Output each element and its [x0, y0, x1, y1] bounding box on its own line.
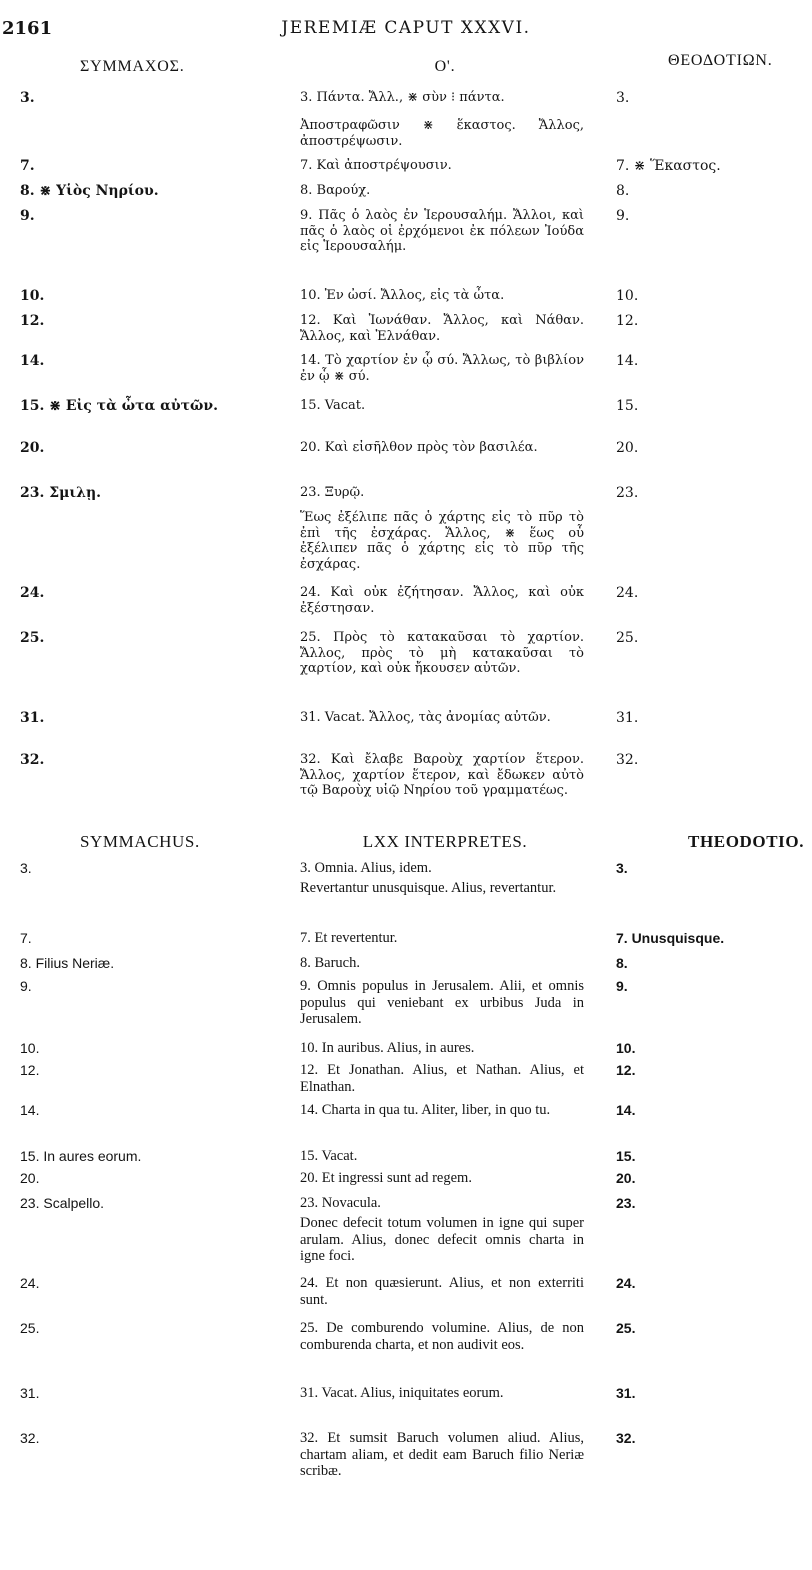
- row-latin-theodotion-6: 12.: [616, 1062, 636, 1078]
- row-greek-lxx-13: 25. Πρὸς τὸ κατακαῦσαι τὸ χαρτίον. Ἄλλος, πρὸς τὸ μὴ κατακαῦσαι τὸ χαρτίον, καὶ οὐκ ἤκουσεν αὐτῶν.: [300, 630, 584, 676]
- row-latin-lxx-15: 32. Et sumsit Baruch volumen aliud. Alius, chartam aliam, et dedit eam Baruch filio Neriæ scribæ.: [300, 1430, 584, 1479]
- row-latin-lxx-1: Revertantur unusquisque. Alius, revertantur.: [300, 880, 557, 896]
- row-latin-theodotion-9: 20.: [616, 1170, 636, 1186]
- row-greek-lxx-12: 24. Καὶ οὐκ ἐζήτησαν. Ἄλλος, καὶ οὐκ ἐξέστησαν.: [300, 585, 584, 616]
- row-greek-symmachus-2: 7.: [20, 158, 35, 174]
- row-latin-lxx-9: 20. Et ingressi sunt ad regem.: [300, 1170, 472, 1186]
- row-latin-symmachus-0: 3.: [20, 860, 32, 876]
- row-latin-symmachus-2: 7.: [20, 930, 32, 946]
- row-latin-symmachus-10: 23. Scalpello.: [20, 1195, 105, 1211]
- row-greek-symmachus-9: 20.: [20, 440, 45, 456]
- row-latin-lxx-12: 24. Et non quæsierunt. Alius, et non exterriti sunt.: [300, 1275, 584, 1308]
- row-latin-theodotion-7: 14.: [616, 1102, 636, 1118]
- row-latin-theodotion-5: 10.: [616, 1040, 636, 1056]
- row-greek-theodotion-5: 10.: [616, 288, 639, 304]
- row-latin-lxx-4: 9. Omnis populus in Jerusalem. Alii, et omnis populus qui veniebant ex urbibus Juda in Jerusalem.: [300, 978, 584, 1027]
- row-greek-symmachus-10: 23. Σμιλῃ.: [20, 485, 102, 501]
- row-latin-theodotion-14: 31.: [616, 1385, 636, 1401]
- row-latin-symmachus-7: 14.: [20, 1102, 40, 1118]
- row-greek-symmachus-3: 8. ⋇ Υἱὸς Νηρίου.: [20, 183, 159, 199]
- row-greek-symmachus-8: 15. ⋇ Εἰς τὰ ὦτα αὐτῶν.: [20, 398, 218, 414]
- row-greek-theodotion-4: 9.: [616, 208, 630, 224]
- row-greek-theodotion-8: 15.: [616, 398, 639, 414]
- row-greek-symmachus-13: 25.: [20, 630, 45, 646]
- row-greek-symmachus-12: 24.: [20, 585, 45, 601]
- row-greek-lxx-1: Ἀποστραφῶσιν ⋇ ἕκαστος. Ἄλλος, ἀποστρέψωσιν.: [300, 118, 584, 149]
- row-greek-symmachus-14: 31.: [20, 710, 45, 726]
- row-latin-lxx-7: 14. Charta in qua tu. Aliter, liber, in quo tu.: [300, 1102, 551, 1118]
- row-latin-lxx-6: 12. Et Jonathan. Alius, et Nathan. Alius, et Elnathan.: [300, 1062, 584, 1095]
- row-greek-theodotion-14: 31.: [616, 710, 639, 726]
- row-greek-lxx-4: 9. Πᾶς ὁ λαὸς ἐν Ἱερουσαλήμ. Ἄλλοι, καὶ πᾶς ὁ λαὸς οἱ ἐρχόμενοι ἐκ πόλεων Ἰούδα εἰς Ἱερουσαλήμ.: [300, 208, 584, 254]
- row-greek-lxx-8: 15. Vacat.: [300, 398, 366, 413]
- row-latin-lxx-13: 25. De comburendo volumine. Alius, de non comburenda charta, et non audivit eos.: [300, 1320, 584, 1353]
- row-latin-theodotion-10: 23.: [616, 1195, 636, 1211]
- row-greek-lxx-3: 8. Βαρούχ.: [300, 183, 371, 198]
- row-latin-lxx-2: 7. Et revertentur.: [300, 930, 398, 946]
- row-greek-theodotion-7: 14.: [616, 353, 639, 369]
- row-greek-symmachus-6: 12.: [20, 313, 45, 329]
- row-latin-symmachus-4: 9.: [20, 978, 32, 994]
- row-greek-symmachus-0: 3.: [20, 90, 35, 106]
- row-greek-lxx-14: 31. Vacat. Ἄλλος, τὰς ἀνομίας αὐτῶν.: [300, 710, 551, 725]
- row-greek-symmachus-7: 14.: [20, 353, 45, 369]
- row-latin-theodotion-15: 32.: [616, 1430, 636, 1446]
- row-latin-lxx-8: 15. Vacat.: [300, 1148, 358, 1164]
- row-greek-lxx-5: 10. Ἐν ὠσί. Ἄλλος, εἰς τὰ ὦτα.: [300, 288, 505, 303]
- row-latin-symmachus-3: 8. Filius Neriæ.: [20, 955, 115, 971]
- row-greek-theodotion-0: 3.: [616, 90, 630, 106]
- row-greek-theodotion-12: 24.: [616, 585, 639, 601]
- row-greek-lxx-11: Ἕως ἐξέλιπε πᾶς ὁ χάρτης εἰς τὸ πῦρ τὸ ἐπὶ τῆς ἐσχάρας. Ἄλλος, ⋇ ἕως οὗ ἐξέλιπεν πᾶς ὁ χάρτης εἰς τὸ πῦρ τῆς ἐσχάρας.: [300, 510, 584, 572]
- latin-col-theodotio-heading: THEODOTIO.: [688, 832, 805, 851]
- row-greek-lxx-0: 3. Πάντα. Ἄλλ., ⋇ σὺν ⁝ πάντα.: [300, 90, 505, 105]
- row-greek-theodotion-15: 32.: [616, 752, 639, 768]
- row-greek-lxx-9: 20. Καὶ εἰσῆλθον πρὸς τὸν βασιλέα.: [300, 440, 538, 455]
- row-latin-theodotion-8: 15.: [616, 1148, 636, 1164]
- row-latin-theodotion-4: 9.: [616, 978, 628, 994]
- row-latin-symmachus-13: 25.: [20, 1320, 40, 1336]
- row-greek-lxx-2: 7. Καὶ ἀποστρέψουσιν.: [300, 158, 452, 173]
- running-header: [0, 18, 812, 42]
- row-greek-lxx-15: 32. Καὶ ἔλαβε Βαροὺχ χαρτίον ἕτερον. Ἄλλος, χαρτίον ἕτερον, καὶ ἔδωκεν αὐτὸ τῷ Βαροὺχ υἱῷ Νηρίου τοῦ γραμματέως.: [300, 752, 584, 798]
- row-greek-theodotion-6: 12.: [616, 313, 639, 329]
- row-latin-symmachus-9: 20.: [20, 1170, 40, 1186]
- greek-col-symmachus-heading: ΣΥΜΜΑΧΟΣ.: [80, 58, 185, 75]
- row-latin-theodotion-0: 3.: [616, 860, 628, 876]
- row-latin-lxx-14: 31. Vacat. Alius, iniquitates eorum.: [300, 1385, 504, 1401]
- row-greek-theodotion-3: 8.: [616, 183, 630, 199]
- row-latin-lxx-0: 3. Omnia. Alius, idem.: [300, 860, 432, 876]
- row-greek-symmachus-4: 9.: [20, 208, 35, 224]
- row-greek-theodotion-9: 20.: [616, 440, 639, 456]
- greek-col-lxx-heading: Ο'.: [434, 58, 456, 75]
- row-latin-symmachus-15: 32.: [20, 1430, 40, 1446]
- row-latin-symmachus-12: 24.: [20, 1275, 40, 1291]
- row-greek-theodotion-13: 25.: [616, 630, 639, 646]
- row-greek-theodotion-10: 23.: [616, 485, 639, 501]
- row-greek-lxx-7: 14. Τὸ χαρτίον ἐν ᾧ σύ. Ἄλλως, τὸ βιβλίον ἐν ᾧ ⋇ σύ.: [300, 353, 584, 384]
- row-greek-lxx-10: 23. Ξυρῷ.: [300, 485, 365, 500]
- row-latin-theodotion-3: 8.: [616, 955, 628, 971]
- row-latin-symmachus-5: 10.: [20, 1040, 40, 1056]
- latin-col-symmachus-heading: SYMMACHUS.: [80, 832, 200, 851]
- row-latin-symmachus-8: 15. In aures eorum.: [20, 1148, 142, 1164]
- row-latin-theodotion-2: 7. Unusquisque.: [616, 930, 725, 946]
- row-latin-symmachus-14: 31.: [20, 1385, 40, 1401]
- row-latin-lxx-3: 8. Baruch.: [300, 955, 360, 971]
- row-latin-theodotion-12: 24.: [616, 1275, 636, 1291]
- row-greek-theodotion-2: 7. ⋇ Ἕκαστος.: [616, 158, 721, 174]
- row-greek-symmachus-15: 32.: [20, 752, 45, 768]
- row-greek-lxx-6: 12. Καὶ Ἰωνάθαν. Ἄλλος, καὶ Νάθαν. Ἄλλος, καὶ Ἐλνάθαν.: [300, 313, 584, 344]
- greek-col-theodotion-heading: ΘΕΟΔΟΤΙΩΝ.: [668, 52, 773, 69]
- running-title: JEREMIÆ CAPUT XXXVI.: [281, 18, 531, 38]
- row-latin-lxx-10: 23. Novacula.: [300, 1195, 381, 1211]
- page-number: 2161: [2, 18, 53, 39]
- row-greek-symmachus-5: 10.: [20, 288, 45, 304]
- row-latin-lxx-11: Donec defecit totum volumen in igne qui super arulam. Alius, donec defecit omnis charta in igne foci.: [300, 1215, 584, 1264]
- latin-col-lxx-heading: LXX INTERPRETES.: [362, 832, 528, 851]
- row-latin-theodotion-13: 25.: [616, 1320, 636, 1336]
- row-latin-lxx-5: 10. In auribus. Alius, in aures.: [300, 1040, 475, 1056]
- row-latin-symmachus-6: 12.: [20, 1062, 40, 1078]
